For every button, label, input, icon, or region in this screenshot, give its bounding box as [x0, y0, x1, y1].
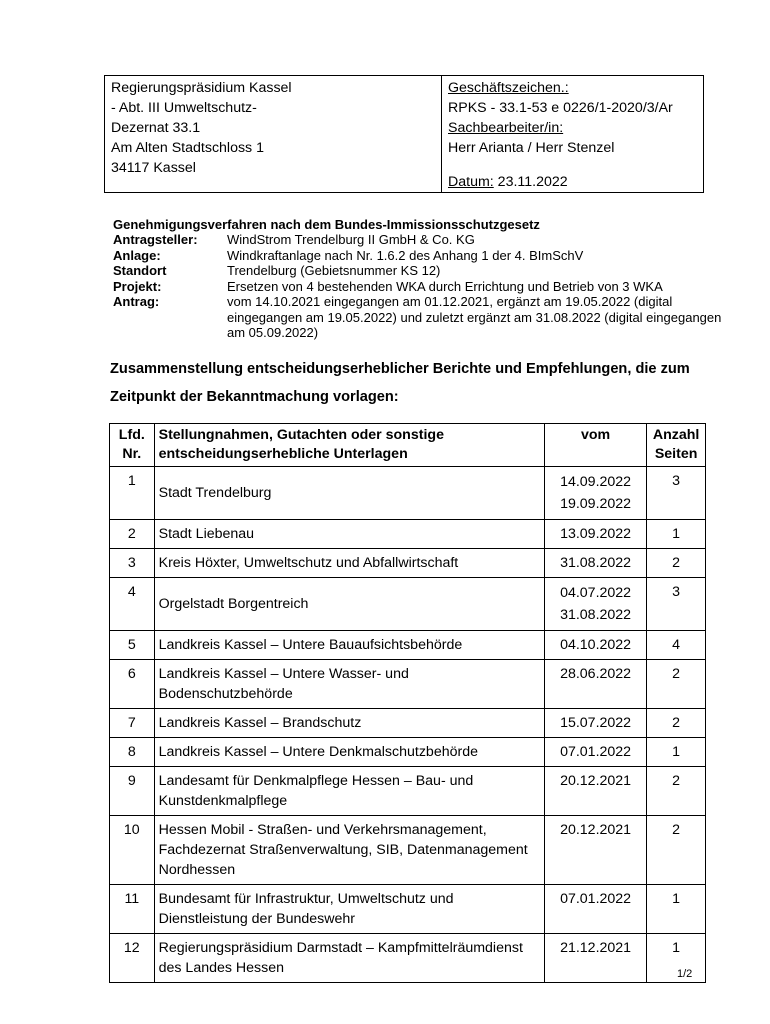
date-entry: 07.01.2022: [560, 891, 632, 907]
document-date: [544, 816, 646, 885]
document-date: [544, 738, 646, 767]
document-name: Kreis Höxter, Umweltschutz und Abfallwirtschaft: [154, 549, 544, 578]
detail-row: [113, 294, 723, 341]
detail-value: Ersetzen von 4 bestehenden WKA durch Errichtung und Betrieb von 3 WKA: [227, 278, 663, 294]
date-line: [448, 172, 568, 192]
table-row: [110, 660, 706, 709]
table-row: [110, 767, 706, 816]
documents-table: [109, 423, 706, 983]
document-name: Stadt Liebenau: [154, 520, 544, 549]
page-count: 2: [647, 709, 706, 738]
date-label: Datum:: [448, 174, 494, 190]
row-number: 3: [110, 549, 155, 578]
page-count: 2: [647, 816, 706, 885]
sender-line: - Abt. III Umweltschutz-: [111, 100, 257, 116]
table-row: [110, 578, 706, 631]
document-name: Hessen Mobil - Straßen- und Verkehrsmanagement, Fachdezernat Straßenverwaltung, SIB, Datenmanagement Nordhessen: [154, 816, 544, 885]
table-row: [110, 934, 706, 983]
row-number: 7: [110, 709, 155, 738]
table-row: [110, 631, 706, 660]
detail-value: vom 14.10.2021 eingegangen am 01.12.2021, ergänzt am 19.05.2022 (digital eingegangen am 19.05.2022) und zuletzt ergänzt am 31.08.2022 (digital eingegangen am 05.09.2022): [227, 294, 722, 340]
table-row: [110, 520, 706, 549]
date-entry: 31.08.2022: [560, 607, 632, 623]
table-row: [110, 549, 706, 578]
date-entry: 14.09.2022: [560, 474, 632, 490]
page-count: 1: [647, 885, 706, 934]
page-count: 1: [647, 738, 706, 767]
date-entry: 28.06.2022: [560, 666, 632, 682]
document-date: [544, 578, 646, 631]
document-name: Regierungspräsidium Darmstadt – Kampfmittelräumdienst des Landes Hessen: [154, 934, 544, 983]
row-number: 5: [110, 631, 155, 660]
table-row: [110, 738, 706, 767]
column-header-nr: Lfd. Nr.: [110, 424, 155, 467]
table-row: [110, 467, 706, 520]
page-count: 3: [647, 467, 706, 520]
row-number: 6: [110, 660, 155, 709]
document-name: Bundesamt für Infrastruktur, Umweltschutz und Dienstleistung der Bundeswehr: [154, 885, 544, 934]
document-date: [544, 767, 646, 816]
sender-line: Regierungspräsidium Kassel: [111, 80, 292, 96]
page-count: 3: [647, 578, 706, 631]
document-name: Orgelstadt Borgentreich: [154, 578, 544, 631]
document-name: Landesamt für Denkmalpflege Hessen – Bau- und Kunstdenkmalpflege: [154, 767, 544, 816]
date-entry: 04.07.2022: [560, 585, 632, 601]
row-number: 2: [110, 520, 155, 549]
detail-label: Projekt:: [113, 278, 162, 294]
document-date: [544, 885, 646, 934]
column-header-date: vom: [544, 424, 646, 467]
detail-row: [113, 248, 723, 264]
detail-value: Trendelburg (Gebietsnummer KS 12): [227, 263, 441, 278]
detail-label: Antragsteller:: [113, 232, 198, 247]
row-number: 9: [110, 767, 155, 816]
page-count: 1: [647, 934, 706, 983]
sender-address: [105, 76, 442, 192]
table-header-row: [110, 424, 706, 467]
document-date: [544, 520, 646, 549]
document-date: [544, 660, 646, 709]
sender-line: 34117 Kassel: [111, 160, 196, 176]
row-number: 10: [110, 816, 155, 885]
document-date: [544, 934, 646, 983]
date-entry: 20.12.2021: [560, 822, 632, 838]
column-header-pages: Anzahl Seiten: [647, 424, 706, 467]
date-entry: 04.10.2022: [560, 637, 632, 653]
detail-label: Anlage:: [113, 247, 161, 263]
document-date: [544, 709, 646, 738]
document-name: Landkreis Kassel – Untere Bauaufsichtsbehörde: [154, 631, 544, 660]
page-count: 2: [647, 767, 706, 816]
reference-label: Geschäftszeichen.:: [448, 80, 569, 96]
document-name: Landkreis Kassel – Untere Denkmalschutzbehörde: [154, 738, 544, 767]
detail-row: [113, 232, 723, 248]
column-header-name: Stellungnahmen, Gutachten oder sonstige entscheidungserhebliche Unterlagen: [154, 424, 544, 467]
detail-row: [113, 279, 723, 295]
date-entry: 07.01.2022: [560, 744, 632, 760]
date-value: 23.11.2022: [493, 174, 568, 190]
detail-label: Antrag:: [113, 294, 160, 309]
date-entry: 15.07.2022: [560, 715, 632, 731]
document-date: [544, 549, 646, 578]
table-row: [110, 885, 706, 934]
row-number: 8: [110, 738, 155, 767]
row-number: 1: [110, 467, 155, 520]
page-count: 2: [647, 660, 706, 709]
date-entry: 31.08.2022: [560, 555, 632, 571]
summary-heading: Zusammenstellung entscheidungserheblicher Berichte und Empfehlungen, die zum Zeitpunkt der Bekanntmachung vorlagen:: [110, 361, 690, 405]
date-entry: 19.09.2022: [560, 496, 632, 512]
table-row: [110, 816, 706, 885]
date-entry: 21.12.2021: [560, 940, 632, 956]
document-date: [544, 631, 646, 660]
page-count: 2: [647, 549, 706, 578]
sender-line: Dezernat 33.1: [111, 120, 201, 136]
letterhead-box: [104, 75, 704, 193]
reference-value: RPKS - 33.1-53 e 0226/1-2020/3/Ar: [448, 100, 673, 116]
clerk-value: Herr Arianta / Herr Stenzel: [448, 140, 615, 156]
document-date: [544, 467, 646, 520]
page-number: 1/2: [677, 968, 693, 980]
detail-value: Windkraftanlage nach Nr. 1.6.2 des Anhang 1 der 4. BImSchV: [227, 247, 584, 263]
document-name: Landkreis Kassel – Untere Wasser- und Bodenschutzbehörde: [154, 660, 544, 709]
procedure-details: [113, 217, 723, 341]
table-body: [110, 467, 706, 983]
procedure-title: Genehmigungsverfahren nach dem Bundes-Immissionsschutzgesetz: [113, 217, 540, 232]
page-count: 4: [647, 631, 706, 660]
table-row: [110, 709, 706, 738]
date-entry: 20.12.2021: [560, 773, 632, 789]
row-number: 12: [110, 934, 155, 983]
sender-line: Am Alten Stadtschloss 1: [111, 140, 264, 156]
row-number: 11: [110, 885, 155, 934]
page-count: 1: [647, 520, 706, 549]
date-entry: 13.09.2022: [560, 526, 632, 542]
row-number: 4: [110, 578, 155, 631]
clerk-label: Sachbearbeiter/in:: [448, 120, 564, 136]
reference-info: [442, 76, 703, 192]
document-name: Landkreis Kassel – Brandschutz: [154, 709, 544, 738]
document-name: Stadt Trendelburg: [154, 467, 544, 520]
detail-row: [113, 263, 723, 279]
detail-label: Standort: [113, 263, 167, 278]
detail-value: WindStrom Trendelburg II GmbH & Co. KG: [227, 232, 475, 247]
